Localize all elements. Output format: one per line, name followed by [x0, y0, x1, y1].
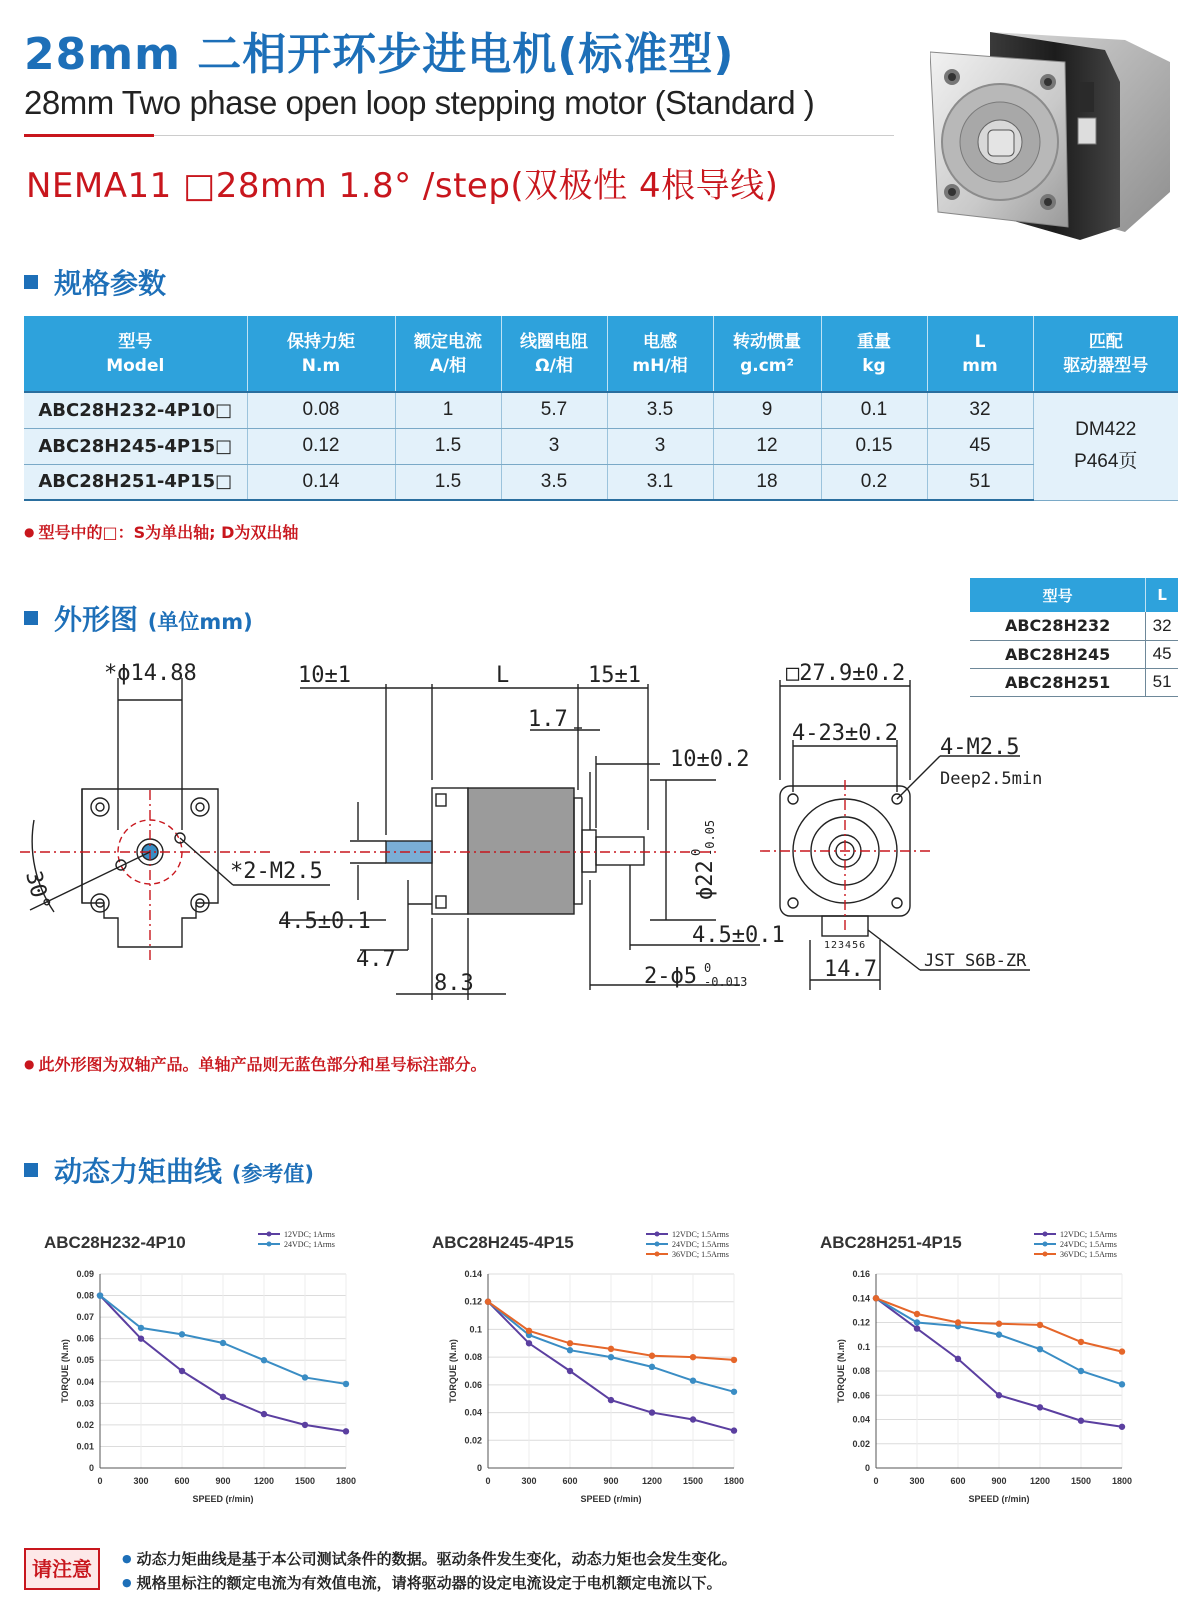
legend-marker — [655, 1242, 660, 1247]
footer-note-2: ● 规格里标注的额定电流为有效值电流，请将驱动器的设定电流设定于电机额定电流以下。 — [122, 1572, 722, 1593]
cell: 3 — [607, 428, 713, 464]
data-point — [955, 1356, 961, 1362]
dim-shaft-dia: 2-ϕ5 — [644, 964, 697, 989]
cell: 3.1 — [607, 464, 713, 500]
x-tick-label: 1200 — [1029, 1476, 1051, 1486]
curve-section-heading — [24, 1150, 314, 1190]
y-tick-label: 0 — [88, 1463, 94, 1473]
y-tick-label: 0.02 — [852, 1438, 870, 1449]
y-tick-label: 0.08 — [464, 1352, 482, 1363]
dim-boss: 4.7 — [356, 947, 396, 972]
y-tick-label: 0.12 — [852, 1317, 870, 1328]
spec-section-heading — [24, 262, 166, 302]
y-tick-label: 0.04 — [464, 1407, 482, 1418]
dim-front-shaft: 15±1 — [588, 663, 641, 688]
legend-label: 12VDC; 1.5Arms — [1060, 1230, 1117, 1239]
data-point — [1078, 1418, 1084, 1424]
dim-angle: 30° — [20, 868, 55, 914]
data-point — [220, 1340, 226, 1346]
outline-section-heading — [24, 598, 253, 638]
side-view — [280, 684, 760, 1000]
page-title-cn: 28mm 二相开环步进电机(标准型) — [24, 29, 735, 80]
data-point — [1119, 1348, 1125, 1354]
legend-marker — [1043, 1252, 1048, 1257]
x-tick-label: 900 — [215, 1476, 231, 1486]
data-point — [1119, 1381, 1125, 1387]
table-row — [24, 464, 1178, 500]
y-tick-label: 0.09 — [76, 1269, 94, 1279]
legend-marker — [1043, 1242, 1048, 1247]
y-tick-label: 0 — [864, 1463, 870, 1473]
cell-model: ABC28H232 — [970, 612, 1146, 640]
dim-shaft-tol-dn: -0.013 — [704, 975, 748, 989]
torque-chart-3 — [820, 1230, 1150, 1526]
data-point — [731, 1427, 737, 1433]
cell: 1.5 — [395, 464, 501, 500]
dim-flange: 1.7 — [528, 707, 568, 732]
y-tick-label: 0.02 — [76, 1419, 94, 1430]
x-tick-label: 1200 — [253, 1476, 275, 1486]
data-point — [914, 1311, 920, 1317]
x-tick-label: 600 — [174, 1476, 190, 1486]
cell: 45 — [1146, 640, 1178, 668]
dim-body-length: L — [496, 663, 510, 688]
x-tick-label: 0 — [97, 1476, 103, 1486]
legend-label: 24VDC; 1.5Arms — [672, 1240, 729, 1249]
x-tick-label: 0 — [485, 1476, 491, 1486]
section-square-icon — [24, 275, 38, 289]
model-suffix-note: ● 型号中的□：S为单出轴; D为双出轴 — [24, 520, 298, 543]
legend-label: 36VDC; 1.5Arms — [672, 1250, 729, 1259]
data-point — [343, 1381, 349, 1387]
title-divider — [154, 135, 894, 136]
col-resistance: 线圈电阻 Ω/相 — [501, 316, 607, 392]
dim-flat: 10±0.2 — [670, 747, 750, 772]
x-tick-label: 300 — [521, 1476, 537, 1486]
data-point — [996, 1392, 1002, 1398]
dim-depth: Deep2.5min — [940, 769, 1043, 789]
y-tick-label: 0.1 — [857, 1341, 870, 1352]
data-point — [914, 1319, 920, 1325]
data-point — [996, 1321, 1002, 1327]
table-row — [24, 428, 1178, 464]
cell-model: ABC28H232-4P10□ — [24, 392, 247, 428]
dim-boss-length: 8.3 — [434, 971, 474, 996]
x-tick-label: 900 — [991, 1476, 1007, 1486]
cell: 0.14 — [247, 464, 395, 500]
x-tick-label: 0 — [873, 1476, 879, 1486]
x-tick-label: 300 — [909, 1476, 925, 1486]
cell: 0.08 — [247, 392, 395, 428]
cell: 32 — [1146, 612, 1178, 640]
y-axis-label: TORQUE (N.m) — [836, 1339, 846, 1403]
x-tick-label: 900 — [603, 1476, 619, 1486]
data-point — [220, 1394, 226, 1400]
col-length: L mm — [927, 316, 1033, 392]
data-point — [179, 1368, 185, 1374]
data-point — [179, 1331, 185, 1337]
chart-title: ABC28H251-4P15 — [820, 1233, 962, 1252]
dim-rear-holes: 4-M2.5 — [940, 735, 1020, 760]
data-point — [608, 1397, 614, 1403]
torque-chart-1 — [44, 1230, 374, 1526]
cell: 1.5 — [395, 428, 501, 464]
col-driver: 匹配 驱动器型号 — [1033, 316, 1178, 392]
table-row — [24, 392, 1178, 428]
col-inertia: 转动惯量 g.cm² — [713, 316, 821, 392]
section-square-icon — [24, 611, 38, 625]
outline-drawing — [0, 660, 1200, 1060]
y-tick-label: 0.14 — [852, 1293, 870, 1304]
y-tick-label: 0.08 — [852, 1366, 870, 1376]
dim-square: □27.9±0.2 — [786, 661, 906, 686]
y-tick-label: 0.08 — [76, 1290, 94, 1301]
data-point — [343, 1428, 349, 1434]
col-model: 型号 Model — [24, 316, 247, 392]
data-point — [567, 1340, 573, 1346]
y-tick-label: 0.03 — [76, 1398, 94, 1409]
data-point — [996, 1331, 1002, 1337]
dim-front-holes: *2-M2.5 — [230, 859, 323, 884]
cell: 51 — [927, 464, 1033, 500]
legend-marker — [267, 1232, 272, 1237]
data-point — [608, 1346, 614, 1352]
x-tick-label: 1500 — [1070, 1476, 1092, 1486]
legend-marker — [655, 1252, 660, 1257]
x-tick-label: 1800 — [1111, 1476, 1133, 1486]
legend-marker — [655, 1232, 660, 1237]
cell: 12 — [713, 428, 821, 464]
data-point — [1037, 1322, 1043, 1328]
data-point — [302, 1422, 308, 1428]
x-tick-label: 1200 — [641, 1476, 663, 1486]
y-tick-label: 0.14 — [464, 1269, 482, 1279]
y-tick-label: 0.06 — [852, 1390, 870, 1401]
dim-shaft-diameter: *ϕ14.88 — [104, 661, 197, 686]
cell: 0.12 — [247, 428, 395, 464]
col-holding-torque: 保持力矩 N.m — [247, 316, 395, 392]
cell-driver: DM422 P464页 — [1033, 392, 1178, 500]
cell-model: ABC28H251-4P15□ — [24, 464, 247, 500]
x-axis-label: SPEED (r/min) — [192, 1494, 254, 1504]
outline-section-subtitle: (单位mm) — [147, 610, 253, 634]
y-tick-label: 0.06 — [464, 1379, 482, 1390]
table-row — [970, 612, 1178, 640]
data-point — [138, 1335, 144, 1341]
legend-label: 12VDC; 1Arms — [284, 1230, 335, 1239]
torque-chart-svg — [44, 1230, 374, 1526]
dim-hole-spacing: 4-23±0.2 — [792, 721, 898, 746]
y-axis-label: TORQUE (N.m) — [60, 1339, 70, 1403]
curve-section-subtitle: (参考值) — [231, 1162, 314, 1186]
legend-label: 12VDC; 1.5Arms — [672, 1230, 729, 1239]
legend-marker — [267, 1242, 272, 1247]
legend-label: 24VDC; 1Arms — [284, 1240, 335, 1249]
cell: 3.5 — [501, 464, 607, 500]
dim-rear-flat: 4.5±0.1 — [278, 909, 371, 934]
x-tick-label: 300 — [133, 1476, 149, 1486]
data-point — [731, 1357, 737, 1363]
y-tick-label: 0.06 — [76, 1333, 94, 1344]
x-tick-label: 600 — [562, 1476, 578, 1486]
y-tick-label: 0 — [476, 1463, 482, 1473]
x-tick-label: 600 — [950, 1476, 966, 1486]
data-point — [567, 1347, 573, 1353]
data-point — [690, 1378, 696, 1384]
y-tick-label: 0.04 — [852, 1414, 870, 1425]
x-tick-label: 1500 — [294, 1476, 316, 1486]
data-point — [649, 1409, 655, 1415]
data-point — [261, 1357, 267, 1363]
data-point — [1078, 1368, 1084, 1374]
torque-chart-svg — [432, 1230, 762, 1526]
y-axis-label: TORQUE (N.m) — [448, 1339, 458, 1403]
torque-chart-2 — [432, 1230, 762, 1526]
col-weight: 重量 kg — [821, 316, 927, 392]
cell: 3.5 — [607, 392, 713, 428]
connector-model: JST S6B-ZR — [924, 951, 1027, 971]
title-accent-rule — [24, 134, 154, 137]
data-point — [690, 1416, 696, 1422]
cell: 0.2 — [821, 464, 927, 500]
dim-pilot-tol-dn: -0.05 — [703, 819, 717, 856]
y-tick-label: 0.05 — [76, 1355, 94, 1366]
dim-rear-shaft: 10±1 — [298, 663, 351, 688]
data-point — [914, 1325, 920, 1331]
data-point — [526, 1340, 532, 1346]
y-tick-label: 0.01 — [76, 1441, 94, 1452]
length-table-header-model: 型号 — [970, 578, 1146, 612]
chart-title: ABC28H232-4P10 — [44, 1233, 186, 1252]
cell-model: ABC28H245-4P15□ — [24, 428, 247, 464]
dim-front-flat: 4.5±0.1 — [692, 923, 785, 948]
page-title-en: 28mm Two phase open loop stepping motor (Standard ) — [24, 84, 815, 121]
x-tick-label: 1800 — [335, 1476, 357, 1486]
dim-pilot: ϕ22 — [693, 860, 718, 900]
data-point — [97, 1292, 103, 1298]
footer-note-1: ● 动态力矩曲线是基于本公司测试条件的数据。驱动条件发生变化，动态力矩也会发生变化。 — [122, 1548, 737, 1569]
data-point — [649, 1353, 655, 1359]
legend-label: 36VDC; 1.5Arms — [1060, 1250, 1117, 1259]
cell: 1 — [395, 392, 501, 428]
cell: 51 — [1146, 668, 1178, 696]
data-point — [955, 1319, 961, 1325]
y-tick-label: 0.04 — [76, 1376, 94, 1387]
spec-subtitle: NEMA11 □28mm 1.8° /step(双极性 4根导线) — [26, 166, 779, 206]
data-point — [1037, 1404, 1043, 1410]
data-point — [526, 1328, 532, 1334]
x-tick-label: 1800 — [723, 1476, 745, 1486]
data-point — [261, 1411, 267, 1417]
cell: 32 — [927, 392, 1033, 428]
connector-pins: 123456 — [824, 940, 867, 951]
cell: 18 — [713, 464, 821, 500]
legend-label: 24VDC; 1.5Arms — [1060, 1240, 1117, 1249]
cell: 5.7 — [501, 392, 607, 428]
spec-table — [24, 316, 1178, 501]
data-point — [485, 1299, 491, 1305]
y-tick-label: 0.16 — [852, 1269, 870, 1279]
data-point — [1037, 1346, 1043, 1352]
data-point — [873, 1295, 879, 1301]
cell: 0.1 — [821, 392, 927, 428]
data-point — [690, 1354, 696, 1360]
col-inductance: 电感 mH/相 — [607, 316, 713, 392]
x-axis-label: SPEED (r/min) — [580, 1494, 642, 1504]
cell: 0.15 — [821, 428, 927, 464]
cell: 45 — [927, 428, 1033, 464]
data-point — [608, 1354, 614, 1360]
cell-model: ABC28H245 — [970, 640, 1146, 668]
y-tick-label: 0.07 — [76, 1312, 94, 1323]
data-point — [302, 1374, 308, 1380]
data-point — [1119, 1424, 1125, 1430]
spec-section-title: 规格参数 — [54, 267, 167, 300]
data-point — [138, 1325, 144, 1331]
legend-marker — [1043, 1232, 1048, 1237]
section-square-icon — [24, 1163, 38, 1177]
length-table-header-l: L — [1146, 578, 1178, 612]
y-tick-label: 0.1 — [469, 1324, 482, 1335]
x-tick-label: 1500 — [682, 1476, 704, 1486]
y-tick-label: 0.12 — [464, 1296, 482, 1307]
cell: 9 — [713, 392, 821, 428]
dim-connector-width: 14.7 — [824, 957, 877, 982]
motor-photo — [930, 22, 1180, 252]
col-rated-current: 额定电流 A/相 — [395, 316, 501, 392]
chart-title: ABC28H245-4P15 — [432, 1233, 574, 1252]
dim-pilot-tol-up: 0 — [689, 848, 703, 856]
curve-section-title: 动态力矩曲线 — [54, 1155, 223, 1188]
attention-badge: 请注意 — [24, 1548, 100, 1590]
data-point — [731, 1389, 737, 1395]
data-point — [649, 1364, 655, 1370]
y-tick-label: 0.02 — [464, 1435, 482, 1446]
cell: 3 — [501, 428, 607, 464]
outline-note: ● 此外形图为双轴产品。单轴产品则无蓝色部分和星号标注部分。 — [24, 1052, 487, 1075]
cell-model: ABC28H251 — [970, 668, 1146, 696]
data-point — [567, 1368, 573, 1374]
outline-section-title: 外形图 — [54, 603, 139, 636]
torque-chart-svg — [820, 1230, 1150, 1526]
data-point — [1078, 1339, 1084, 1345]
spec-header-row — [24, 316, 1178, 392]
x-axis-label: SPEED (r/min) — [968, 1494, 1030, 1504]
dim-shaft-tol-up: 0 — [704, 961, 712, 975]
